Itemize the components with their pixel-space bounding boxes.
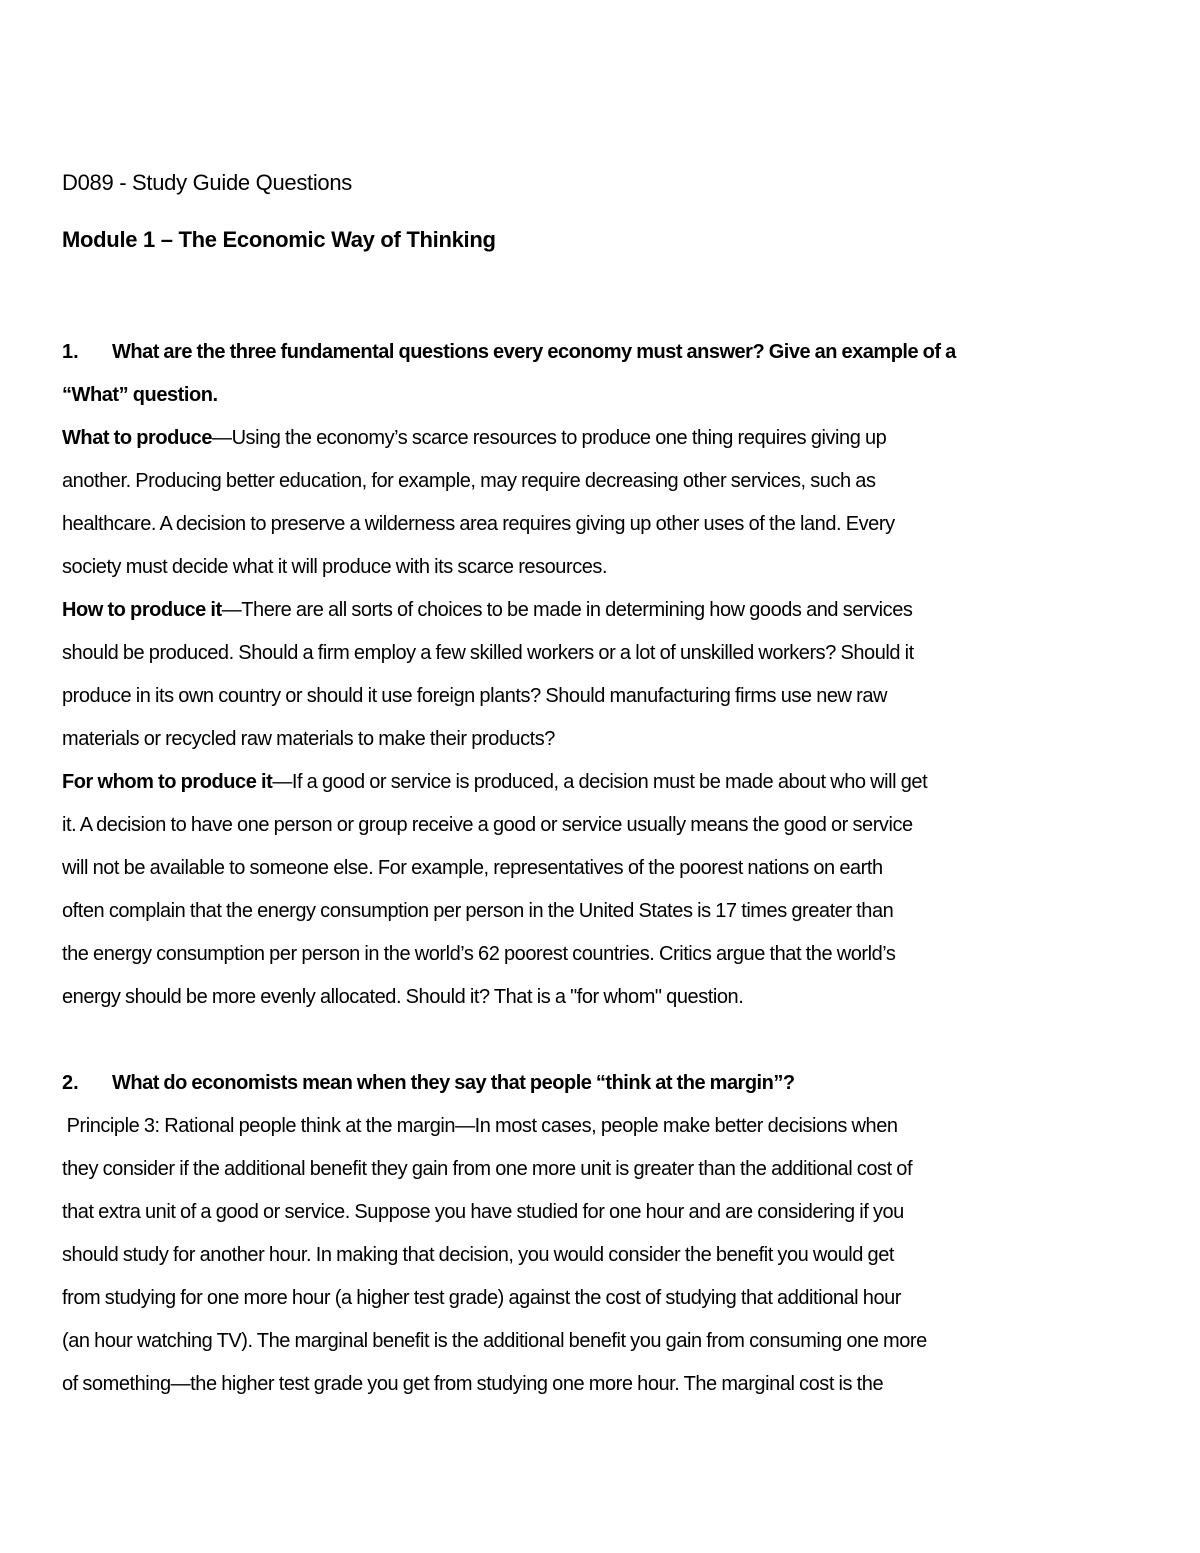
answer-line: they consider if the additional benefit they gain from one more unit is greater than the additional cost of: [62, 1158, 913, 1180]
answer-line: [62, 769, 927, 795]
answer-line: it. A decision to have one person or group receive a good or service usually means the good or service: [62, 814, 913, 836]
question-1-text-line-1: What are the three fundamental questions every economy must answer? Give an example of a: [112, 341, 956, 363]
answer-line: another. Producing better education, for example, may require decreasing other services, such as: [62, 470, 876, 492]
term-for-whom-to-produce: For whom to produce it: [62, 771, 273, 793]
answer-line: the energy consumption per person in the world’s 62 poorest countries. Critics argue that the world’s: [62, 943, 896, 965]
answer-text: —There are all sorts of choices to be made in determining how goods and services: [221, 599, 913, 621]
answer-text: —If a good or service is produced, a decision must be made about who will get: [272, 771, 928, 793]
question-2-text: What do economists mean when they say that people “think at the margin”?: [112, 1072, 795, 1094]
answer-line: [62, 597, 912, 623]
question-2-number: 2.: [62, 1072, 79, 1094]
answer-line: from studying for one more hour (a higher test grade) against the cost of studying that additional hour: [62, 1287, 901, 1309]
answer-line: often complain that the energy consumption per person in the United States is 17 times greater than: [62, 900, 894, 922]
answer-line: produce in its own country or should it use foreign plants? Should manufacturing firms use new raw: [62, 685, 888, 707]
document-title: D089 - Study Guide Questions: [62, 170, 352, 195]
answer-text: —Using the economy’s scarce resources to produce one thing requires giving up: [212, 427, 887, 449]
answer-line: society must decide what it will produce with its scarce resources.: [62, 556, 608, 578]
answer-line: should be produced. Should a firm employ a few skilled workers or a lot of unskilled workers? Should it: [62, 642, 914, 664]
answer-line: healthcare. A decision to preserve a wilderness area requires giving up other uses of the land. Every: [62, 513, 895, 535]
module-heading: Module 1 – The Economic Way of Thinking: [62, 227, 496, 252]
answer-line: of something—the higher test grade you get from studying one more hour. The marginal cost is the: [62, 1373, 884, 1395]
answer-line: [62, 425, 886, 451]
answer-line: (an hour watching TV). The marginal benefit is the additional benefit you gain from consuming one more: [62, 1330, 927, 1352]
term-how-to-produce: How to produce it: [62, 599, 222, 621]
answer-line: will not be available to someone else. For example, representatives of the poorest nations on earth: [62, 857, 883, 879]
question-1-number: 1.: [62, 341, 79, 363]
question-1-text-line-2: “What” question.: [62, 384, 218, 406]
answer-line: Principle 3: Rational people think at the margin—In most cases, people make better decisions when: [62, 1115, 898, 1137]
answer-line: materials or recycled raw materials to make their products?: [62, 728, 555, 750]
answer-line: should study for another hour. In making that decision, you would consider the benefit you would get: [62, 1244, 895, 1266]
answer-line: energy should be more evenly allocated. Should it? That is a "for whom" question.: [62, 986, 744, 1008]
term-what-to-produce: What to produce: [62, 427, 213, 449]
answer-line: that extra unit of a good or service. Suppose you have studied for one hour and are considering if you: [62, 1201, 904, 1223]
